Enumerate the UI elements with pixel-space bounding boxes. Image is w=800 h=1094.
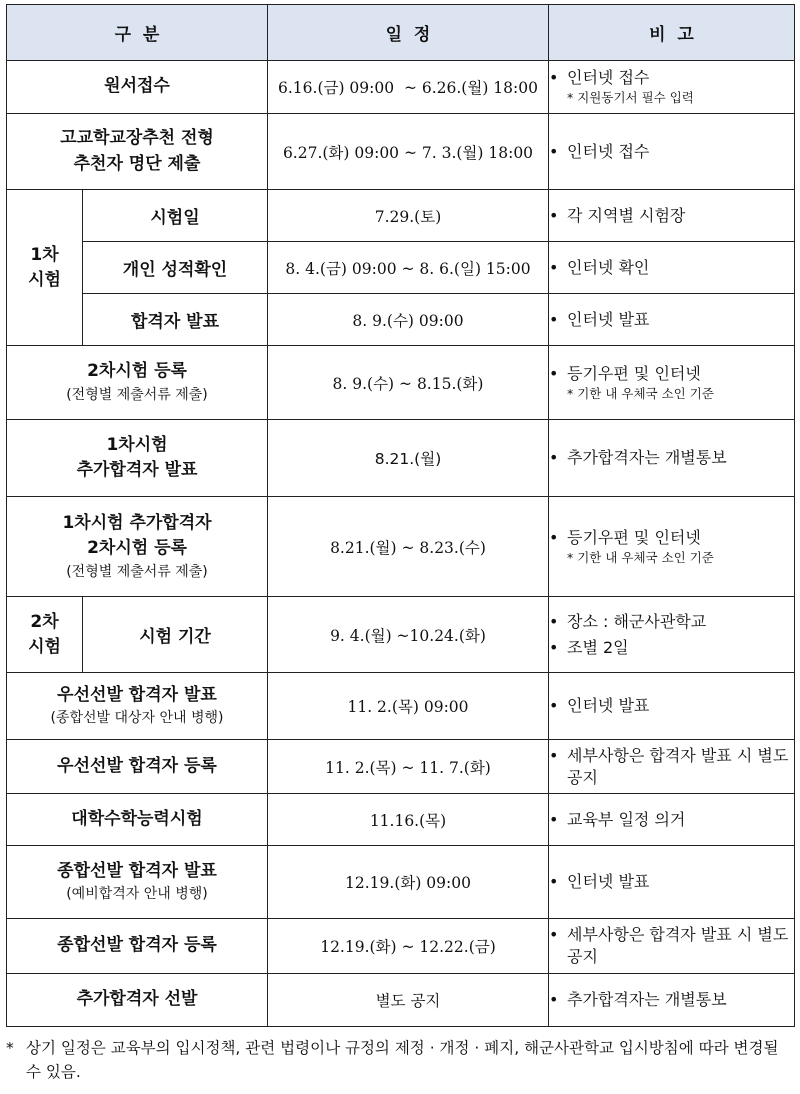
row-label: 원서접수 bbox=[7, 61, 268, 114]
row-schedule: 7.29.(토) bbox=[268, 190, 549, 242]
row-schedule: 8.21.(월) ~ 8.23.(수) bbox=[268, 497, 549, 597]
remark-text: 등기우편 및 인터넷 bbox=[567, 527, 701, 547]
table-row bbox=[7, 974, 795, 1027]
table-row bbox=[7, 919, 795, 974]
remark-text: 각 지역별 시험장 bbox=[567, 205, 686, 225]
table-row bbox=[7, 294, 795, 346]
row-label: 추가합격자 선발 bbox=[7, 974, 268, 1027]
row-label: 우선선발 합격자 발표 (종합선발 대상자 안내 병행) bbox=[7, 673, 268, 740]
table-row bbox=[7, 61, 795, 114]
row-remarks: • 인터넷 접수 bbox=[549, 114, 795, 190]
row-remarks: • 추가합격자는 개별통보 bbox=[549, 974, 795, 1027]
row-schedule: 11. 2.(목) 09:00 bbox=[268, 673, 549, 740]
row-schedule: 12.19.(화) 09:00 bbox=[268, 846, 549, 919]
remark-text: 장소 : 해군사관학교 bbox=[567, 611, 707, 631]
row-schedule: 6.27.(화) 09:00 ~ 7. 3.(월) 18:00 bbox=[268, 114, 549, 190]
remark-text: 인터넷 접수 bbox=[567, 141, 650, 161]
table-row bbox=[7, 420, 795, 497]
row-label: 고교학교장추천 전형 추천자 명단 제출 bbox=[7, 114, 268, 190]
row-remarks: • 추가합격자는 개별통보 bbox=[549, 420, 795, 497]
row-label: 개인 성적확인 bbox=[83, 242, 268, 294]
remark-text: 조별 2일 bbox=[567, 637, 629, 657]
remark-text: 세부사항은 합격자 발표 시 별도 공지 bbox=[567, 925, 789, 966]
row-remarks: • 교육부 일정 의거 bbox=[549, 794, 795, 846]
table-row bbox=[7, 846, 795, 919]
row-schedule: 9. 4.(월) ~10.24.(화) bbox=[268, 597, 549, 673]
row-label: 합격자 발표 bbox=[83, 294, 268, 346]
remark-subnote: * 지원동기서 필수 입력 bbox=[567, 90, 694, 106]
remark-subnote: * 기한 내 우체국 소인 기준 bbox=[567, 549, 714, 565]
table-row bbox=[7, 346, 795, 420]
remark-text: 추가합격자는 개별통보 bbox=[567, 990, 727, 1010]
row-label: 우선선발 합격자 등록 bbox=[7, 740, 268, 794]
row-schedule: 11. 2.(목) ~ 11. 7.(화) bbox=[268, 740, 549, 794]
row-schedule: 8. 4.(금) 09:00 ~ 8. 6.(일) 15:00 bbox=[268, 242, 549, 294]
remark-text: 세부사항은 합격자 발표 시 별도 공지 bbox=[567, 745, 789, 787]
row-label: 시험일 bbox=[83, 190, 268, 242]
table-row bbox=[7, 597, 795, 673]
table-row bbox=[7, 114, 795, 190]
row-label: 1차시험 추가합격자 발표 bbox=[7, 420, 268, 497]
remark-text: 인터넷 발표 bbox=[567, 309, 650, 329]
remark-text: 교육부 일정 의거 bbox=[567, 809, 686, 829]
row-label: 종합선발 합격자 발표 (예비합격자 안내 병행) bbox=[7, 846, 268, 919]
remark-text: 등기우편 및 인터넷 bbox=[567, 363, 701, 383]
table-row bbox=[7, 497, 795, 597]
row-schedule: 6.16.(금) 09:00 ~ 6.26.(월) 18:00 bbox=[268, 61, 549, 114]
row-label: 대학수학능력시험 bbox=[7, 794, 268, 846]
remark-text: 추가합격자는 개별통보 bbox=[567, 448, 727, 468]
table-row bbox=[7, 740, 795, 794]
row-remarks: • 인터넷 발표 bbox=[549, 673, 795, 740]
row-remarks: • 인터넷 발표 bbox=[549, 846, 795, 919]
row-remarks: • 세부사항은 합격자 발표 시 별도 공지 bbox=[549, 740, 795, 794]
row-label: 2차시험 등록 (전형별 제출서류 제출) bbox=[7, 346, 268, 420]
row-schedule: 12.19.(화) ~ 12.22.(금) bbox=[268, 919, 549, 974]
group-label-first-exam: 1차 시험 bbox=[7, 190, 83, 346]
row-schedule: 별도 공지 bbox=[268, 974, 549, 1027]
row-remarks: • 세부사항은 합격자 발표 시 별도 공지 bbox=[549, 919, 795, 974]
remark-text: 인터넷 확인 bbox=[567, 257, 650, 277]
footnote-text: 상기 일정은 교육부의 입시정책, 관련 법령이나 규정의 제정 · 개정 · 폐지, 해군사관학교 입시방침에 따라 변경될 수 있음. bbox=[26, 1039, 779, 1082]
remark-text: 인터넷 발표 bbox=[567, 696, 650, 716]
footnote-marker: * bbox=[6, 1039, 14, 1057]
row-remarks: • 인터넷 확인 bbox=[549, 242, 795, 294]
footer-note bbox=[6, 1036, 794, 1084]
table-row bbox=[7, 673, 795, 740]
row-remarks: • 등기우편 및 인터넷 * 기한 내 우체국 소인 기준 bbox=[549, 346, 795, 420]
row-label: 종합선발 합격자 등록 bbox=[7, 919, 268, 974]
table-header-row bbox=[7, 5, 795, 61]
row-remarks: • 인터넷 접수 * 지원동기서 필수 입력 bbox=[549, 61, 795, 114]
row-schedule: 11.16.(목) bbox=[268, 794, 549, 846]
header-schedule: 일 정 bbox=[268, 5, 549, 61]
group-label-second-exam: 2차 시험 bbox=[7, 597, 83, 673]
row-remarks: • 장소 : 해군사관학교 • 조별 2일 bbox=[549, 597, 795, 673]
remark-subnote: * 기한 내 우체국 소인 기준 bbox=[567, 385, 714, 401]
header-remarks: 비 고 bbox=[549, 5, 795, 61]
schedule-table bbox=[6, 4, 795, 1027]
table-row bbox=[7, 242, 795, 294]
row-remarks: • 각 지역별 시험장 bbox=[549, 190, 795, 242]
table-row bbox=[7, 794, 795, 846]
table-row bbox=[7, 190, 795, 242]
row-label: 시험 기간 bbox=[83, 597, 268, 673]
row-label: 1차시험 추가합격자 2차시험 등록 (전형별 제출서류 제출) bbox=[7, 497, 268, 597]
row-schedule: 8. 9.(수) ~ 8.15.(화) bbox=[268, 346, 549, 420]
row-schedule: 8. 9.(수) 09:00 bbox=[268, 294, 549, 346]
header-category: 구 분 bbox=[7, 5, 268, 61]
row-remarks: • 등기우편 및 인터넷 * 기한 내 우체국 소인 기준 bbox=[549, 497, 795, 597]
remark-text: 인터넷 접수 bbox=[567, 68, 650, 88]
row-remarks: • 인터넷 발표 bbox=[549, 294, 795, 346]
remark-text: 인터넷 발표 bbox=[567, 872, 650, 892]
row-schedule: 8.21.(월) bbox=[268, 420, 549, 497]
